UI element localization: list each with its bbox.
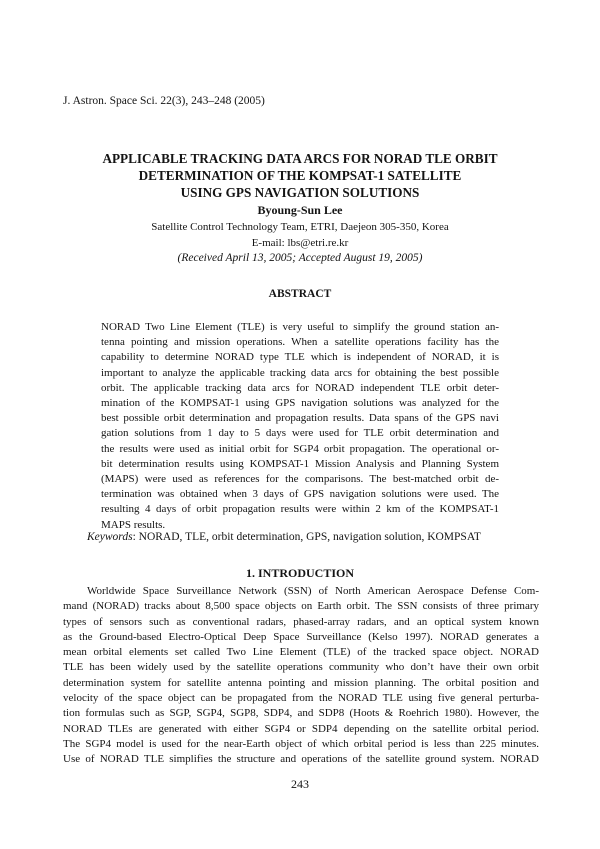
intro-line: mand (NORAD) tracks about 8,500 space objects on Earth orbit. The SSN consists of three primary — [63, 600, 539, 613]
intro-line: determination system for satellite antenna pointing and mission planning. The orbital position and — [63, 676, 539, 689]
keywords-label: Keywords — [87, 531, 133, 543]
received-dates: (Received April 13, 2005; Accepted August 19, 2005) — [177, 252, 423, 264]
email-line: E-mail: lbs@etri.re.kr — [251, 237, 349, 249]
abstract-line: important to analyze the applicable tracking data arcs for obtaining the best possible — [101, 366, 499, 379]
abstract-line: bit determination results using KOMPSAT-1 Mission Analysis and Planning System — [101, 457, 499, 470]
intro-line: mean orbital elements set called Two Line Element (TLE) of the tracked space object. NORAD — [63, 646, 539, 659]
abstract-line: (MAPS) were used as references for the comparisons. The best-matched orbit de- — [101, 473, 499, 486]
abstract-line: NORAD Two Line Element (TLE) is very useful to simplify the ground station an- — [101, 321, 499, 333]
abstract-line: MAPS results. — [101, 518, 166, 531]
page-number: 243 — [291, 777, 309, 791]
keywords — [87, 531, 481, 543]
abstract-line: mination of the KOMPSAT-1 using GPS navigation solutions was analyzed for the — [101, 397, 499, 410]
author-affiliation — [60, 219, 540, 251]
introduction-body — [63, 584, 539, 768]
abstract-line: capability to determine NORAD type TLE which is independent of NORAD, it is — [101, 351, 499, 364]
abstract-line: termination was obtained when 3 days of GPS navigation solutions were used. The — [101, 488, 499, 501]
intro-line: Worldwide Space Surveillance Network (SSN) of North American Aerospace Defense Com- — [87, 585, 539, 597]
intro-line: NORAD TLEs are generated with either SGP4 or SDP4 depending on the satellite orbital period. — [63, 722, 539, 735]
journal-reference: J. Astron. Space Sci. 22(3), 243–248 (2005) — [63, 95, 265, 107]
abstract-line: orbit. The applicable tracking data arcs for NORAD independent TLE orbit deter- — [101, 381, 499, 394]
title-line: APPLICABLE TRACKING DATA ARCS FOR NORAD TLE ORBIT — [102, 151, 498, 166]
author-name: Byoung-Sun Lee — [257, 203, 343, 217]
intro-line: as the Ground-based Electro-Optical Deep Space Surveillance (Kelso 1997). NORAD generates a — [63, 630, 539, 643]
abstract-line: the results were used as initial orbit for SGP4 orbit propagation. The operational or- — [101, 442, 499, 455]
intro-line: The SGP4 model is used for the near-Earth object of which orbital period is less than 225 minutes. — [63, 737, 539, 750]
abstract-heading: ABSTRACT — [268, 288, 332, 300]
intro-line: tion formulas such as SGP, SGP4, SGP8, SDP4, and SDP8 (Hoots & Roehrich 1980). However, the — [63, 707, 539, 720]
title-line: DETERMINATION OF THE KOMPSAT-1 SATELLITE — [138, 168, 462, 183]
paper-title — [60, 150, 540, 201]
intro-line: velocity of the space object can be propagated from the NORAD TLE using five general perturba- — [63, 692, 539, 705]
keywords-list: : NORAD, TLE, orbit determination, GPS, navigation solution, KOMPSAT — [132, 531, 481, 543]
affiliation-line: Satellite Control Technology Team, ETRI, Daejeon 305-350, Korea — [151, 221, 449, 233]
abstract-line: tenna pointing and mission operations. When a satellite operations facility has the — [101, 336, 499, 349]
abstract-body — [101, 320, 499, 533]
abstract-line: resulting 4 days of orbit propagation results were within 2 km of the KOMPSAT-1 — [101, 503, 499, 516]
abstract-line: gation solutions from 1 day to 5 days were used for TLE orbit determination and — [101, 427, 499, 440]
intro-line: types of sensors such as conventional radars, phased-array radars, and an optical system known — [63, 615, 539, 628]
intro-line: TLE has been widely used by the satellite operations community who don’t have their own orbit — [63, 661, 539, 674]
title-line: USING GPS NAVIGATION SOLUTIONS — [180, 185, 420, 200]
section-heading: 1. INTRODUCTION — [245, 566, 354, 580]
intro-line: Use of NORAD TLE simplifies the structure and operations of the satellite ground system. NORAD — [63, 753, 539, 766]
abstract-line: best possible orbit determination and propagation results. Data spans of the GPS navi — [101, 412, 499, 425]
